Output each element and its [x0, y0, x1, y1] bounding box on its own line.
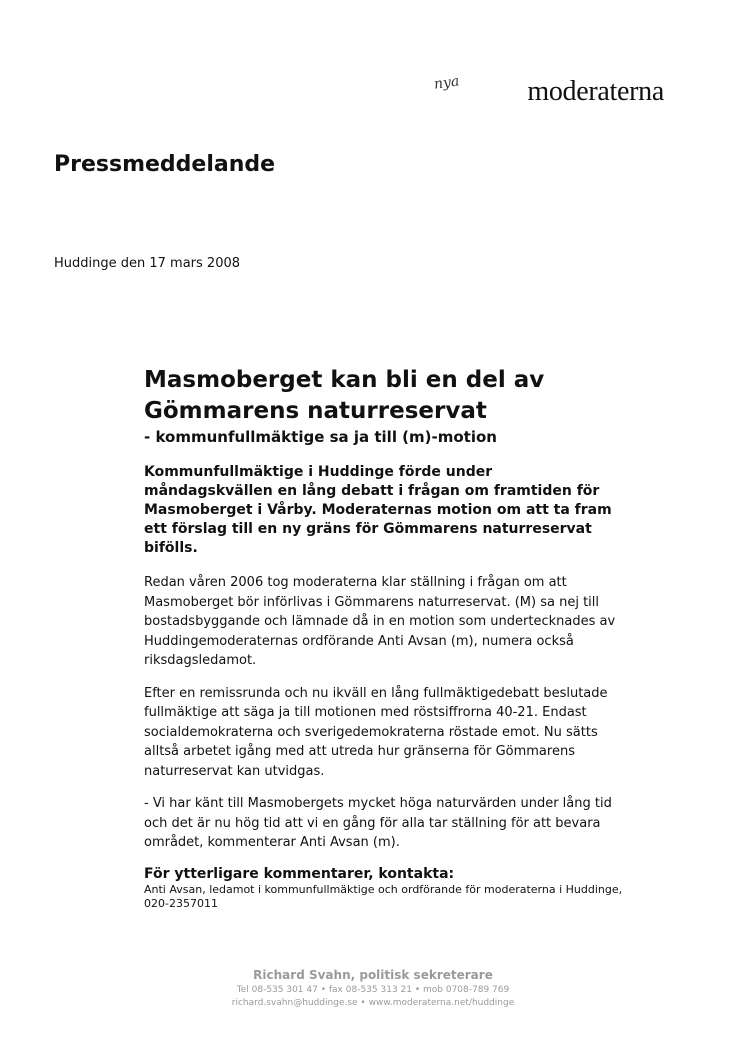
document-type-title: Pressmeddelande: [54, 152, 276, 177]
dateline: Huddinge den 17 mars 2008: [54, 256, 241, 271]
footer: [0, 967, 746, 1010]
headline: Masmoberget kan bli en del av Gömmarens naturreservat: [144, 367, 545, 424]
lead-paragraph: Kommunfullmäktige i Huddinge förde under måndagskvällen en lång debatt i frågan om framtiden för Masmoberget i Vårby. Moderaternas motion om att ta fram ett förslag till en ny gräns för Gömmarens naturreservat bifölls.: [144, 464, 612, 556]
body-paragraph: Efter en remissrunda och nu ikväll en lång fullmäktigedebatt beslutade fullmäktige att säga ja till motionen med röstsiffrorna 40-21. Endast socialdemokraterna och sverigedemokraterna röstade emot. Nu sätts alltså arbetet igång med att utreda hur gränserna för Gömmarens naturreservat kan utvidgas.: [144, 685, 608, 779]
contact-text: Anti Avsan, ledamot i kommunfullmäktige och ordförande för moderaterna i Huddinge, 020-2357011: [144, 882, 623, 910]
article: [144, 365, 624, 911]
contact-heading: För ytterligare kommentarer, kontakta:: [144, 865, 455, 882]
footer-phone-line: Tel 08-535 301 47 • fax 08-535 313 21 • mob 0708-789 769: [236, 985, 510, 995]
body-paragraph: - Vi har känt till Masmobergets mycket höga naturvärden under lång tid och det är nu hög tid att vi en gång för alla tar ställning för att bevara området, kommenterar Anti Avsan (m).: [144, 796, 612, 850]
subheadline: - kommunfullmäktige sa ja till (m)-motion: [144, 428, 497, 446]
footer-contact-name: Richard Svahn, politisk sekreterare: [253, 968, 493, 982]
body-paragraph: Redan våren 2006 tog moderaterna klar ställning i frågan om att Masmoberget bör införlivas i Gömmarens naturreservat. (M) sa nej till bostadsbyggande och lämnade då in en motion som undertecknades av Huddingemoderaternas ordförande Anti Avsan (m), numera också riksdagsledamot.: [144, 575, 616, 668]
footer-web-line: richard.svahn@huddinge.se • www.moderaterna.net/huddinge: [231, 998, 515, 1008]
logo-prefix: nya: [433, 73, 461, 93]
party-logo: [434, 72, 664, 108]
logo-name: moderaterna: [527, 76, 664, 107]
